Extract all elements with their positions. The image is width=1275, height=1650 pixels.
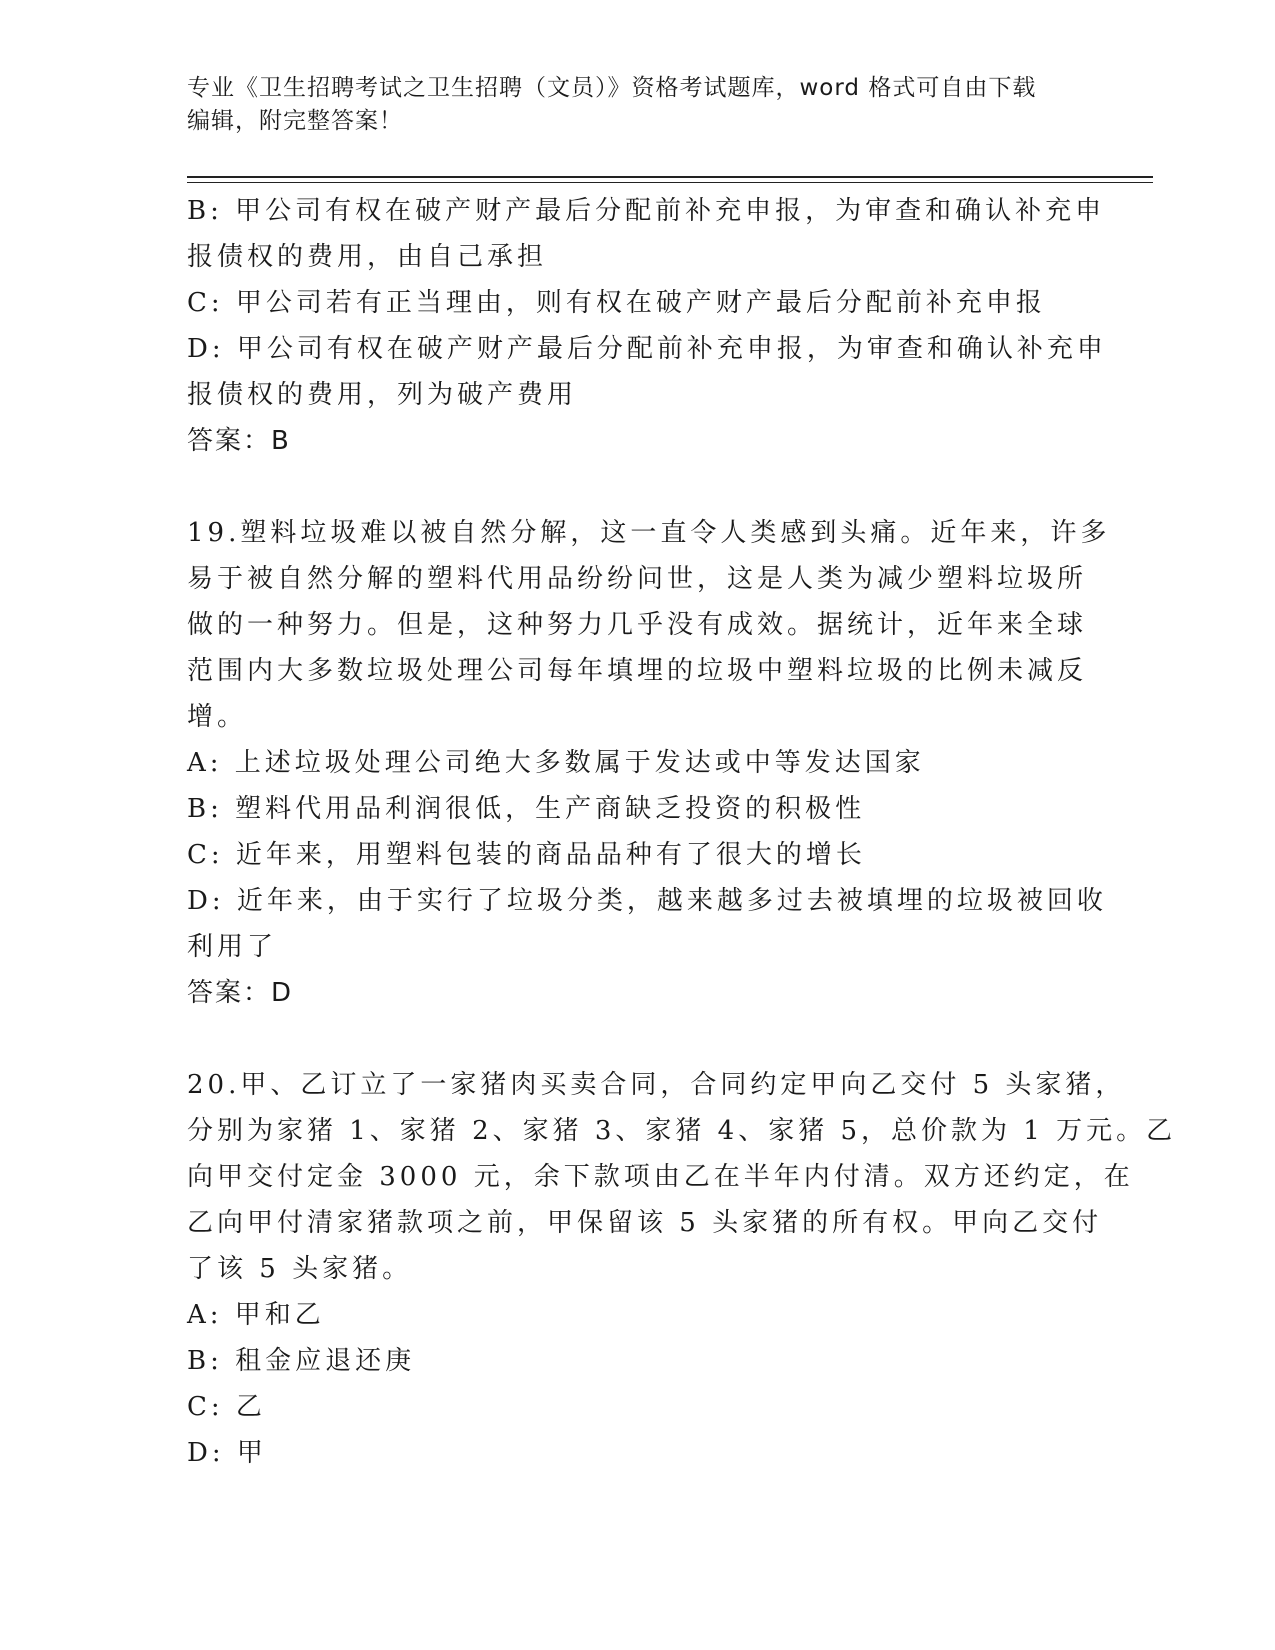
question-stem-line: 易于被自然分解的塑料代用品纷纷问世，这是人类为减少塑料垃圾所 bbox=[187, 564, 1088, 594]
option-c: C: 近年来，用塑料包装的商品品种有了很大的增长 bbox=[187, 840, 866, 870]
spacer bbox=[187, 464, 1087, 510]
document-body bbox=[187, 188, 1177, 1476]
question-20 bbox=[187, 1062, 1177, 1476]
option-b: B: 塑料代用品利润很低，生产商缺乏投资的积极性 bbox=[187, 794, 866, 824]
spacer bbox=[187, 1016, 1087, 1062]
option-d: D: 甲 bbox=[187, 1438, 267, 1468]
header-line-1: 专业《卫生招聘考试之卫生招聘（文员）》资格考试题库，word 格式可自由下载 bbox=[187, 75, 1037, 101]
option-d-line-2: 利用了 bbox=[187, 932, 278, 962]
option-a: A: 甲和乙 bbox=[187, 1300, 325, 1330]
question-stem-line: 20.甲、乙订立了一家猪肉买卖合同，合同约定甲向乙交付 5 头家猪， bbox=[187, 1070, 1126, 1100]
question-19 bbox=[187, 510, 1111, 1016]
option-a: A: 上述垃圾处理公司绝大多数属于发达或中等发达国家 bbox=[187, 748, 925, 778]
question-stem-line: 范围内大多数垃圾处理公司每年填埋的垃圾中塑料垃圾的比例未减反 bbox=[187, 656, 1088, 686]
option-c: C: 甲公司若有正当理由，则有权在破产财产最后分配前补充申报 bbox=[187, 288, 1046, 318]
header-line-2: 编辑，附完整答案！ bbox=[187, 108, 403, 134]
option-b-line-2: 报债权的费用，由自己承担 bbox=[187, 242, 548, 272]
option-b-line-1: B: 甲公司有权在破产财产最后分配前补充申报，为审查和确认补充申 bbox=[187, 196, 1106, 226]
option-d-line-1: D: 甲公司有权在破产财产最后分配前补充申报，为审查和确认补充申 bbox=[187, 334, 1107, 364]
header-divider-thick bbox=[187, 176, 1153, 178]
question-18-tail bbox=[187, 188, 1107, 464]
option-c: C: 乙 bbox=[187, 1392, 266, 1422]
question-stem-line: 19.塑料垃圾难以被自然分解，这一直令人类感到头痛。近年来，许多 bbox=[187, 518, 1111, 548]
question-stem-line: 分别为家猪 1、家猪 2、家猪 3、家猪 4、家猪 5，总价款为 1 万元。乙 bbox=[187, 1116, 1177, 1146]
question-stem-line: 增。 bbox=[187, 702, 248, 732]
document-header bbox=[187, 72, 1067, 138]
answer-label: 答案：B bbox=[187, 426, 291, 456]
question-stem-line: 乙向甲付清家猪款项之前，甲保留该 5 头家猪的所有权。甲向乙交付 bbox=[187, 1208, 1103, 1238]
answer-label: 答案：D bbox=[187, 978, 294, 1008]
question-stem-line: 做的一种努力。但是，这种努力几乎没有成效。据统计，近年来全球 bbox=[187, 610, 1088, 640]
option-d-line-1: D: 近年来，由于实行了垃圾分类，越来越多过去被填埋的垃圾被回收 bbox=[187, 886, 1107, 916]
option-d-line-2: 报债权的费用，列为破产费用 bbox=[187, 380, 578, 410]
header-divider-thin bbox=[187, 182, 1153, 183]
option-b: B: 租金应退还庚 bbox=[187, 1346, 416, 1376]
question-stem-line: 了该 5 头家猪。 bbox=[187, 1254, 413, 1284]
question-stem-line: 向甲交付定金 3000 元，余下款项由乙在半年内付清。双方还约定，在 bbox=[187, 1162, 1134, 1192]
